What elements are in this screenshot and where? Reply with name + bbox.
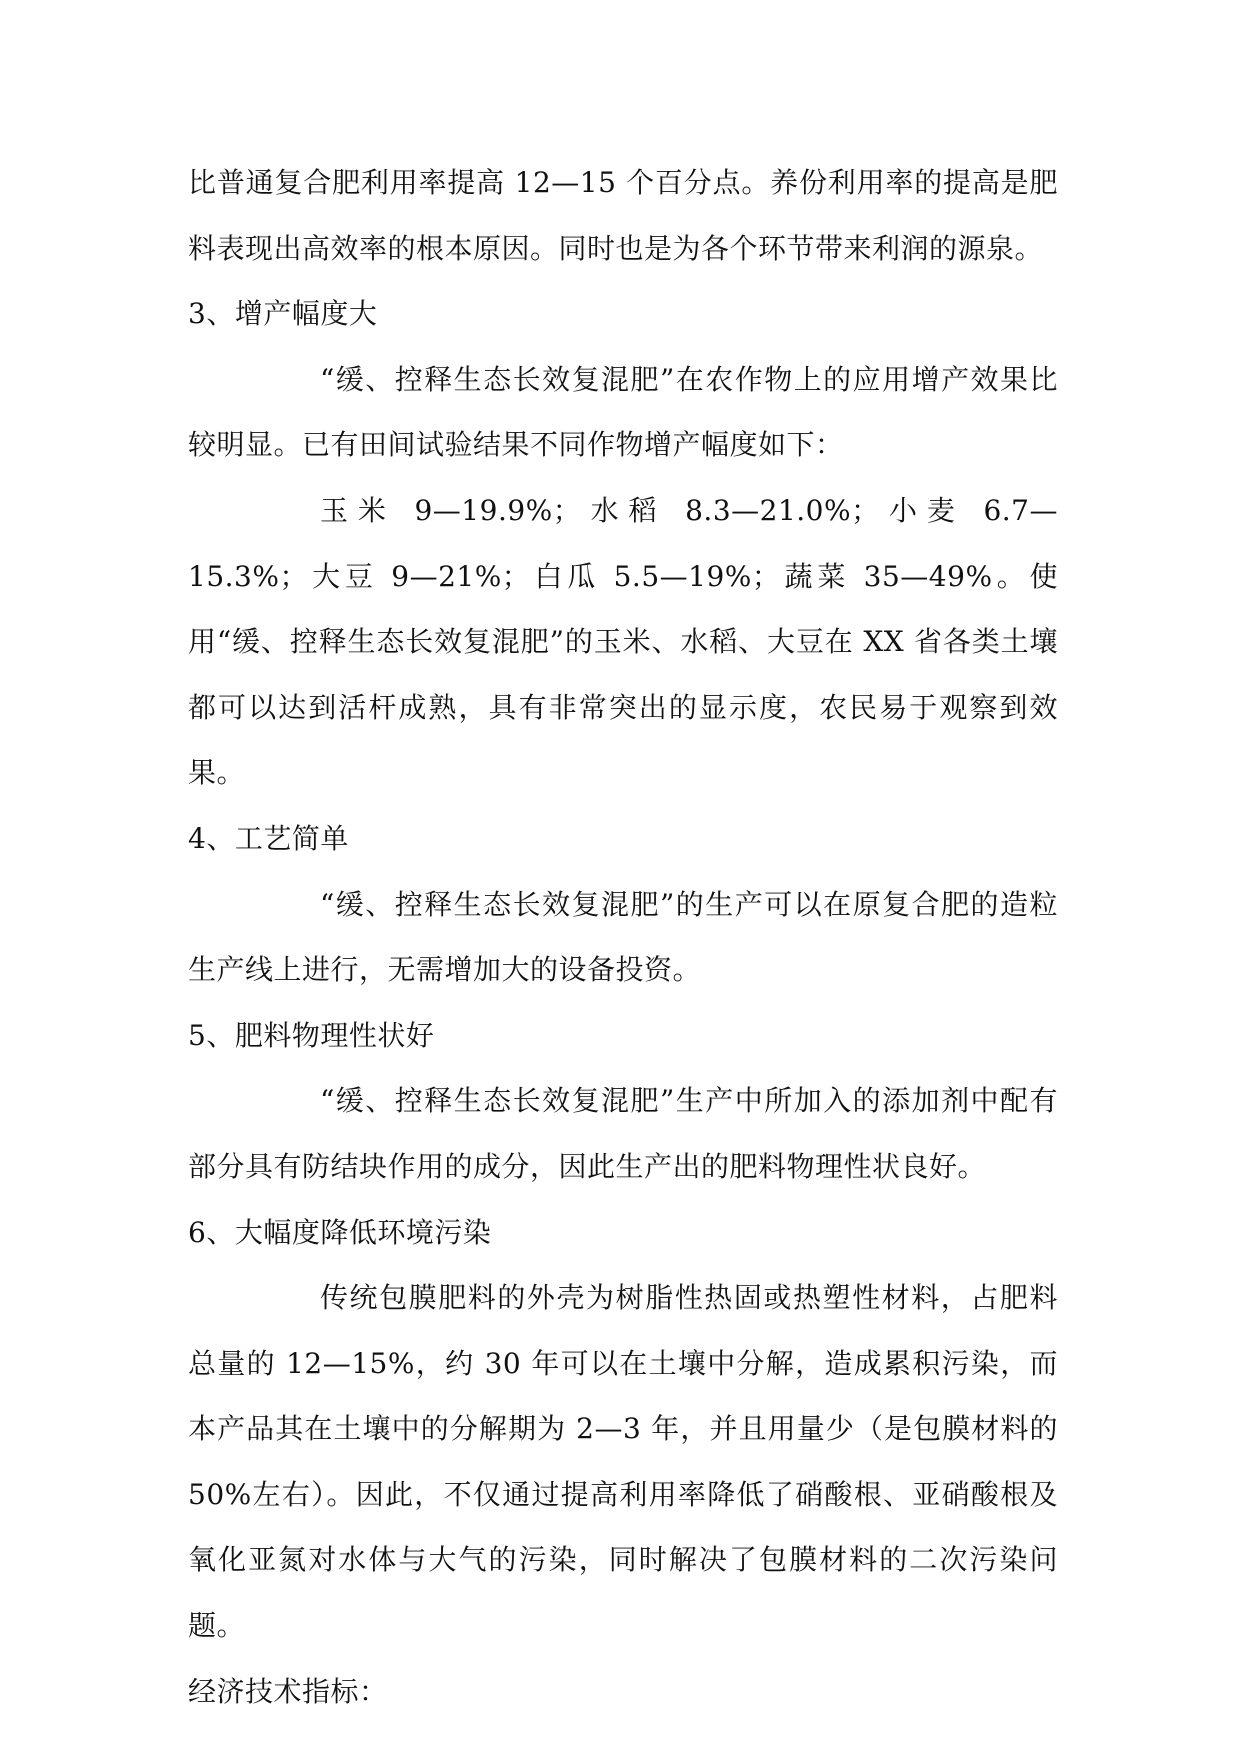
paragraph-physical-properties: “缓、控释生态长效复混肥”生产中所加入的添加剂中配有部分具有防结块作用的成分，因此生产出的肥料物理性状良好。 <box>188 1084 1058 1183</box>
heading-yield-increase: 3、增产幅度大 <box>188 297 378 331</box>
document-body <box>188 150 1058 1724</box>
paragraph-yield-intro: “缓、控释生态长效复混肥”在农作物上的应用增产效果比较明显。已有田间试验结果不同作物增产幅度如下： <box>188 362 1058 462</box>
paragraph-reduce-pollution: 传统包膜肥料的外壳为树脂性热固或热塑性材料，占肥料总量的 12—15%，约 30 年可以在土壤中分解，造成累积污染，而本产品其在土壤中的分解期为 2—3 年，并且用量少（是包膜材料的 50%左右）。因此，不仅通过提高利用率降低了硝酸根、亚硝酸根及氧化亚氮对水体与大气的污染，同时解决了包膜材料的二次污染问题。 <box>188 1281 1058 1643</box>
heading-reduce-pollution: 6、大幅度降低环境污染 <box>188 1215 492 1249</box>
paragraph-yield-figures: 玉米 9—19.9%；水稻 8.3—21.0%；小麦 6.7—15.3%；大豆 9—21%；白瓜 5.5—19%；蔬菜 35—49%。使用“缓、控释生态长效复混肥”的玉米、水稻、大豆在 XX 省各类土壤都可以达到活杆成熟，具有非常突出的显示度，农民易于观察到效果。 <box>188 493 1058 790</box>
heading-technical-indicators: 经济技术指标： <box>188 1674 388 1708</box>
heading-physical-properties: 5、肥料物理性状好 <box>188 1018 435 1052</box>
paragraph-simple-process: “缓、控释生态长效复混肥”的生产可以在原复合肥的造粒生产线上进行，无需增加大的设备投资。 <box>188 887 1058 987</box>
heading-simple-process: 4、工艺简单 <box>188 821 349 855</box>
paragraph-utilization-rate: 比普通复合肥利用率提高 12—15 个百分点。养份利用率的提高是肥料表现出高效率的根本原因。同时也是为各个环节带来利润的源泉。 <box>188 166 1058 265</box>
